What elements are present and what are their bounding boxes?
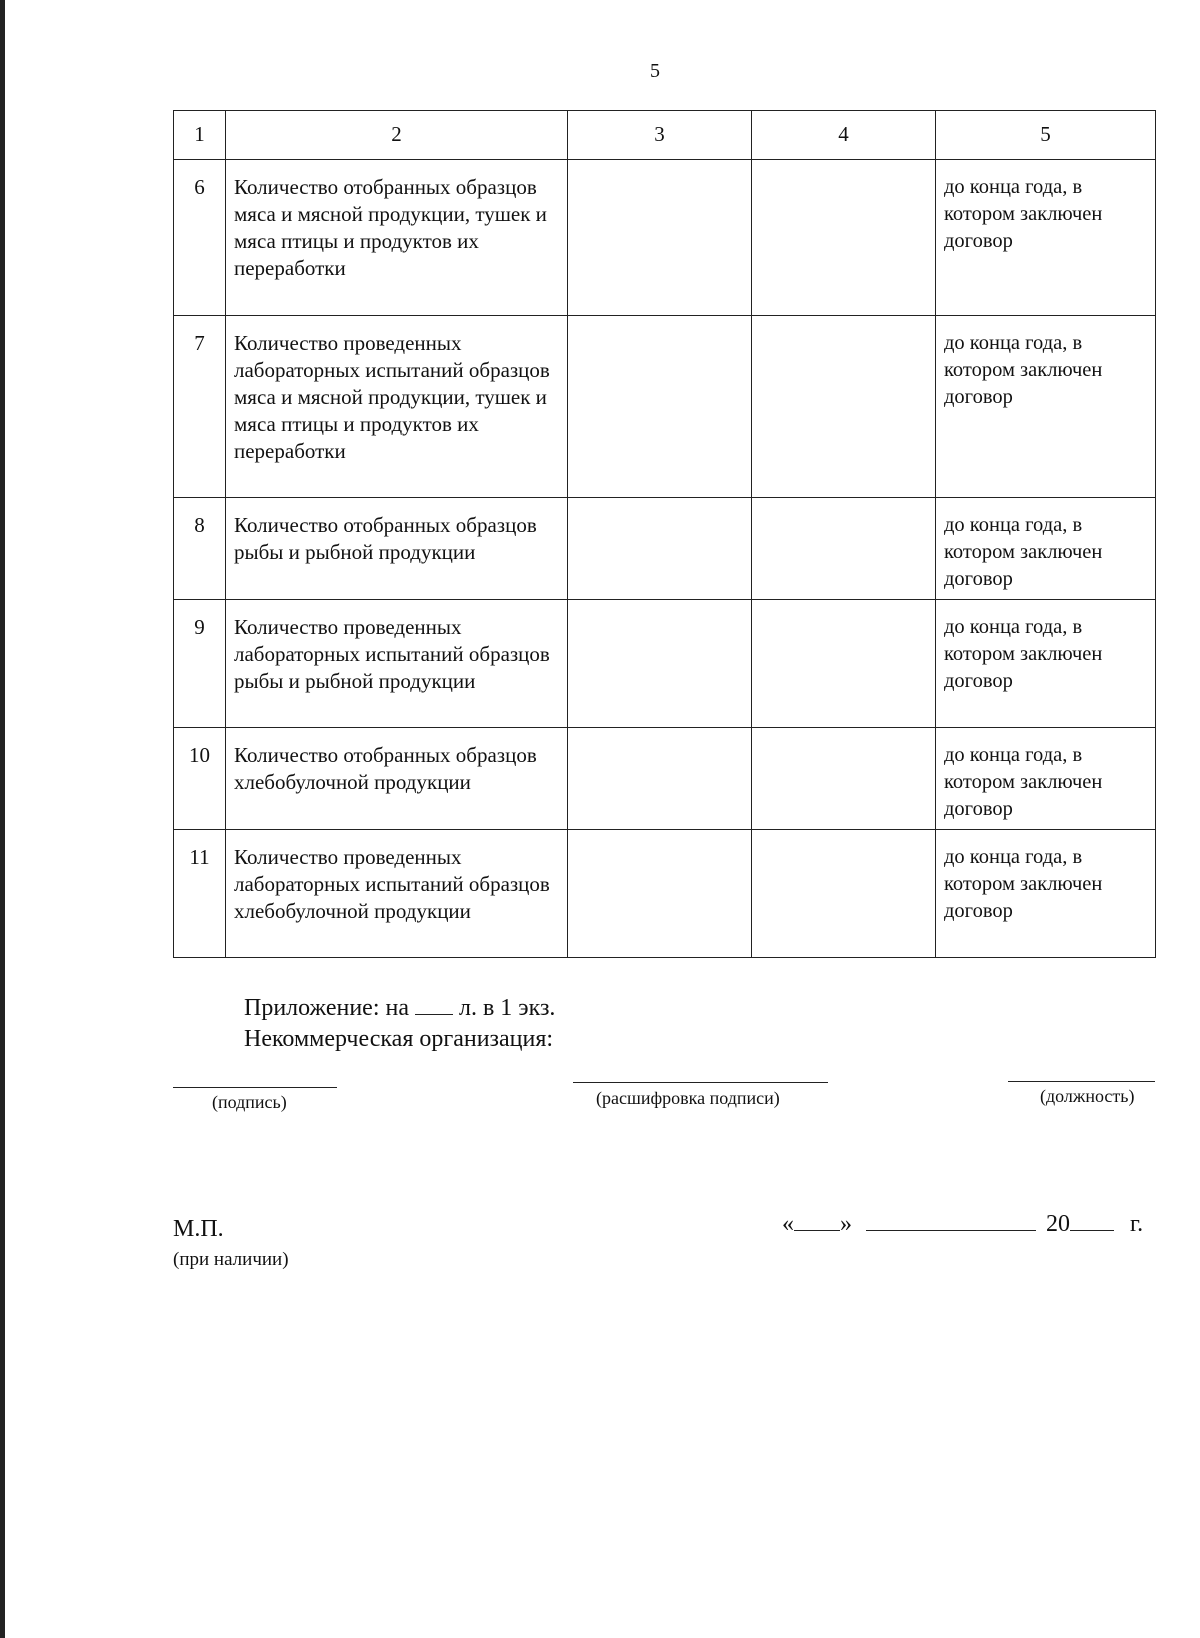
value-cell-3	[568, 830, 752, 958]
indicator-cell: Количество проведенных лабораторных испытаний образцов хлебобулочной продукции	[226, 830, 568, 958]
column-header: 2	[226, 111, 568, 160]
column-header: 1	[174, 111, 226, 160]
column-header: 4	[752, 111, 936, 160]
row-number: 10	[174, 728, 226, 830]
value-cell-3	[568, 498, 752, 600]
attachment-line	[244, 994, 555, 1022]
sheet-count-blank[interactable]	[415, 994, 453, 1015]
table-row	[174, 830, 1156, 958]
value-cell-4	[752, 498, 936, 600]
month-blank[interactable]	[866, 1210, 1036, 1231]
year-suffix: г.	[1130, 1211, 1144, 1237]
deadline-cell: до конца года, в котором заключен договор	[936, 600, 1156, 728]
organization-label: Некоммерческая организация:	[244, 1026, 554, 1052]
column-header: 5	[936, 111, 1156, 160]
value-cell-4	[752, 316, 936, 498]
date-open-quote: «	[782, 1211, 794, 1237]
indicator-cell: Количество проведенных лабораторных испытаний образцов рыбы и рыбной продукции	[226, 600, 568, 728]
deadline-cell: до конца года, в котором заключен договор	[936, 498, 1156, 600]
deadline-cell: до конца года, в котором заключен договор	[936, 316, 1156, 498]
signature-line[interactable]	[173, 1087, 337, 1088]
signature-caption: (подпись)	[212, 1092, 287, 1112]
position-line[interactable]	[1008, 1081, 1155, 1082]
table-row	[174, 316, 1156, 498]
row-number: 8	[174, 498, 226, 600]
attachment-prefix: Приложение: на	[244, 995, 409, 1021]
scan-edge	[0, 0, 5, 1638]
indicator-cell: Количество отобранных образцов хлебобулочной продукции	[226, 728, 568, 830]
value-cell-4	[752, 830, 936, 958]
page-number: 5	[650, 60, 660, 82]
deadline-cell: до конца года, в котором заключен договор	[936, 160, 1156, 316]
stamp-label: М.П.	[173, 1216, 224, 1242]
attachment-suffix: л. в 1 экз.	[458, 995, 556, 1021]
deadline-cell: до конца года, в котором заключен договор	[936, 728, 1156, 830]
value-cell-3	[568, 728, 752, 830]
indicator-cell: Количество отобранных образцов мяса и мясной продукции, тушек и мяса птицы и продуктов их переработки	[226, 160, 568, 316]
row-number: 7	[174, 316, 226, 498]
year-prefix: 20	[1046, 1211, 1070, 1237]
table-header-row	[174, 111, 1156, 160]
table-row	[174, 498, 1156, 600]
table-row	[174, 160, 1156, 316]
value-cell-4	[752, 728, 936, 830]
value-cell-3	[568, 600, 752, 728]
table-row	[174, 600, 1156, 728]
indicator-cell: Количество проведенных лабораторных испытаний образцов мяса и мясной продукции, тушек и мяса птицы и продуктов их переработки	[226, 316, 568, 498]
value-cell-4	[752, 160, 936, 316]
column-header: 3	[568, 111, 752, 160]
date-close-quote: »	[840, 1211, 852, 1237]
indicator-cell: Количество отобранных образцов рыбы и рыбной продукции	[226, 498, 568, 600]
date-line	[782, 1210, 1143, 1238]
value-cell-3	[568, 160, 752, 316]
stamp-note: (при наличии)	[173, 1249, 289, 1270]
indicators-table	[173, 110, 1156, 958]
row-number: 11	[174, 830, 226, 958]
table-row	[174, 728, 1156, 830]
row-number: 6	[174, 160, 226, 316]
decoding-line[interactable]	[573, 1082, 828, 1083]
year-blank[interactable]	[1070, 1210, 1114, 1231]
value-cell-3	[568, 316, 752, 498]
day-blank[interactable]	[794, 1210, 840, 1231]
deadline-cell: до конца года, в котором заключен договор	[936, 830, 1156, 958]
decoding-caption: (расшифровка подписи)	[596, 1088, 780, 1108]
value-cell-4	[752, 600, 936, 728]
position-caption: (должность)	[1040, 1086, 1135, 1106]
row-number: 9	[174, 600, 226, 728]
